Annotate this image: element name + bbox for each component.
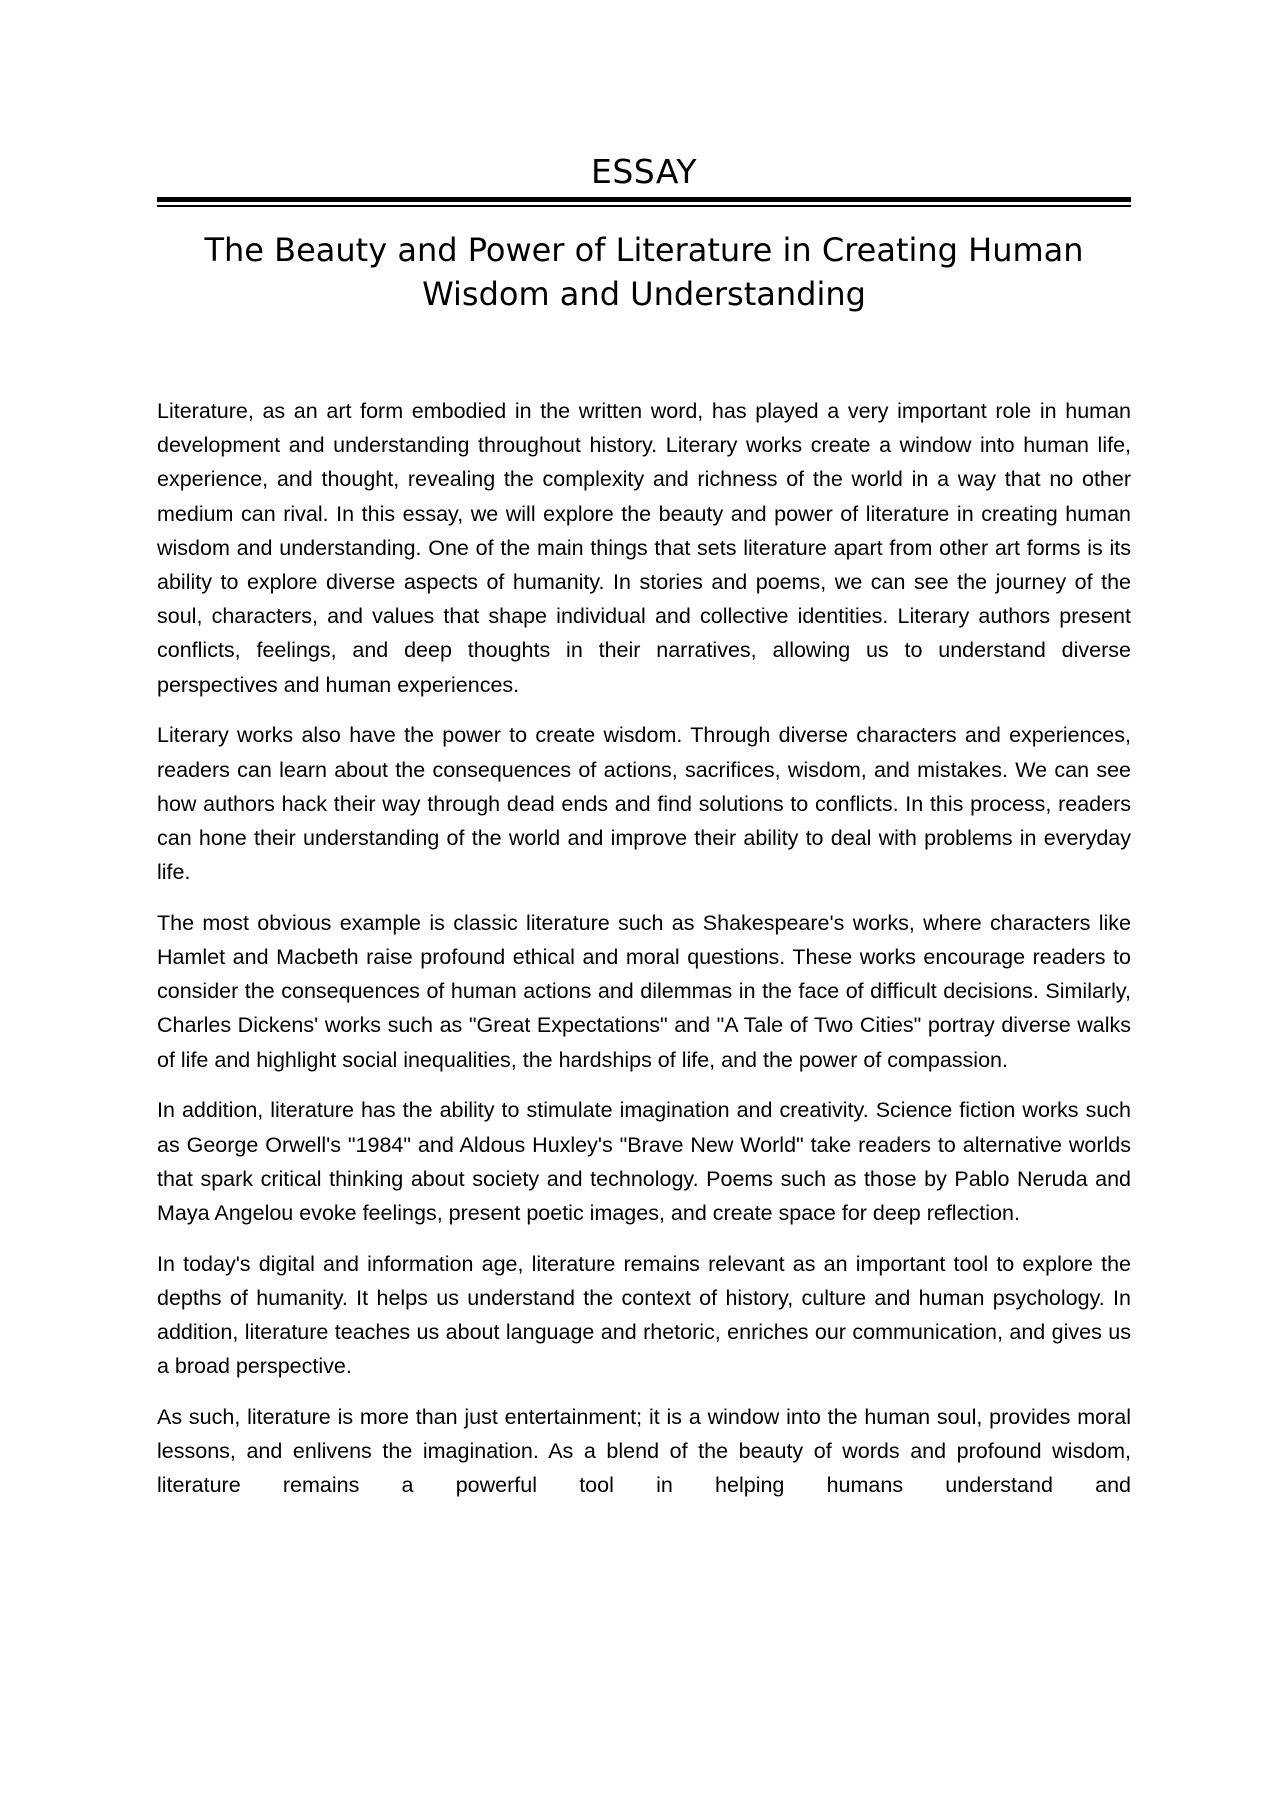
paragraph: Literary works also have the power to create wisdom. Through diverse characters and experiences, readers can learn about the consequences of actions, sacrifices, wisdom, and mistakes. We can see how authors hack their way through dead ends and find solutions to conflicts. In this process, readers can hone their understanding of the world and improve their ability to deal with problems in everyday life. <box>157 723 1131 885</box>
essay-body <box>157 394 1131 1519</box>
paragraph: Literature, as an art form embodied in the written word, has played a very important role in human development and understanding throughout history. Literary works create a window into human life, experience, and thought, revealing the complexity and richness of the world in a way that no other medium can rival. In this essay, we will explore the beauty and power of literature in creating human wisdom and understanding. One of the main things that sets literature apart from other art forms is its ability to explore diverse aspects of humanity. In stories and poems, we can see the journey of the soul, characters, and values that shape individual and collective identities. Literary authors present conflicts, feelings, and deep thoughts in their narratives, allowing us to understand diverse perspectives and human experiences. <box>157 399 1131 697</box>
paragraph: In today's digital and information age, literature remains relevant as an important tool to explore the depths of humanity. It helps us understand the context of history, culture and human psychology. In addition, literature teaches us about language and rhetoric, enriches our communication, and gives us a broad perspective. <box>157 1251 1131 1379</box>
paragraph: In addition, literature has the ability to stimulate imagination and creativity. Science fiction works such as George Orwell's "1984" and Aldous Huxley's "Brave New World" take readers to alternative worlds that spark critical thinking about society and technology. Poems such as those by Pablo Neruda and Maya Angelou evoke feelings, present poetic images, and create space for deep reflection. <box>157 1098 1131 1225</box>
paragraph: The most obvious example is classic literature such as Shakespeare's works, where characters like Hamlet and Macbeth raise profound ethical and moral questions. These works encourage readers to consider the consequences of human actions and dilemmas in the face of difficult decisions. Similarly, Charles Dickens' works such as "Great Expectations" and "A Tale of Two Cities" portray diverse walks of life and highlight social inequalities, the hardships of life, and the power of compassion. <box>157 910 1131 1072</box>
document-label: ESSAY <box>590 152 698 191</box>
essay-title: The Beauty and Power of Literature in Creating Human Wisdom and Understanding <box>204 231 1084 313</box>
header-rule-thick <box>157 197 1131 202</box>
document-page <box>157 0 1131 1811</box>
header-rule-thin <box>157 205 1131 207</box>
paragraph-last: As such, literature is more than just entertainment; it is a window into the human soul, provides moral lessons, and enlivens the imagination. As a blend of the beauty of words and profound wisdom, literature remains a powerful tool in helping humans understand and <box>157 1404 1131 1498</box>
